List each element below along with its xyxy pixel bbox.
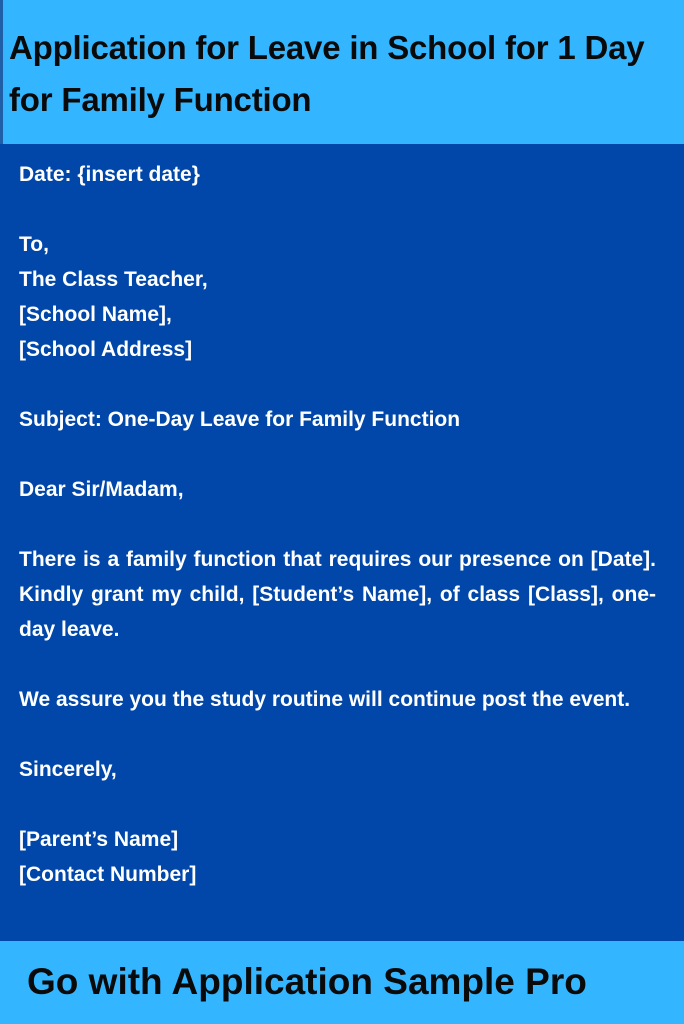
spacer (19, 437, 656, 472)
footer-tagline: Go with Application Sample Pro (27, 961, 587, 1002)
page-footer (0, 941, 684, 1024)
letter-body (19, 157, 656, 892)
spacer (19, 787, 656, 822)
spacer (19, 647, 656, 682)
letter-recipient-title: The Class Teacher, (19, 268, 208, 291)
letter-parent-name: [Parent’s Name] (19, 828, 179, 851)
letter-to-label: To, (19, 233, 49, 256)
spacer (19, 367, 656, 402)
spacer (19, 507, 656, 542)
spacer (19, 192, 656, 227)
letter-panel (0, 144, 684, 941)
letter-contact-number: [Contact Number] (19, 863, 197, 886)
page-header (0, 0, 684, 144)
page-title: Application for Leave in School for 1 Day for Family Function (9, 29, 645, 118)
letter-paragraph-request: There is a family function that requires our presence on [Date]. Kindly grant my child, [Student’s Name], of class [Class], one-day leave. (19, 548, 656, 641)
letter-salutation: Dear Sir/Madam, (19, 478, 184, 501)
letter-school-name: [School Name], (19, 303, 172, 326)
letter-paragraph-assurance: We assure you the study routine will continue post the event. (19, 688, 631, 711)
letter-school-address: [School Address] (19, 338, 193, 361)
spacer (19, 717, 656, 752)
letter-date: Date: {insert date} (19, 163, 200, 186)
letter-subject: Subject: One-Day Leave for Family Function (19, 408, 461, 431)
letter-closing: Sincerely, (19, 758, 117, 781)
